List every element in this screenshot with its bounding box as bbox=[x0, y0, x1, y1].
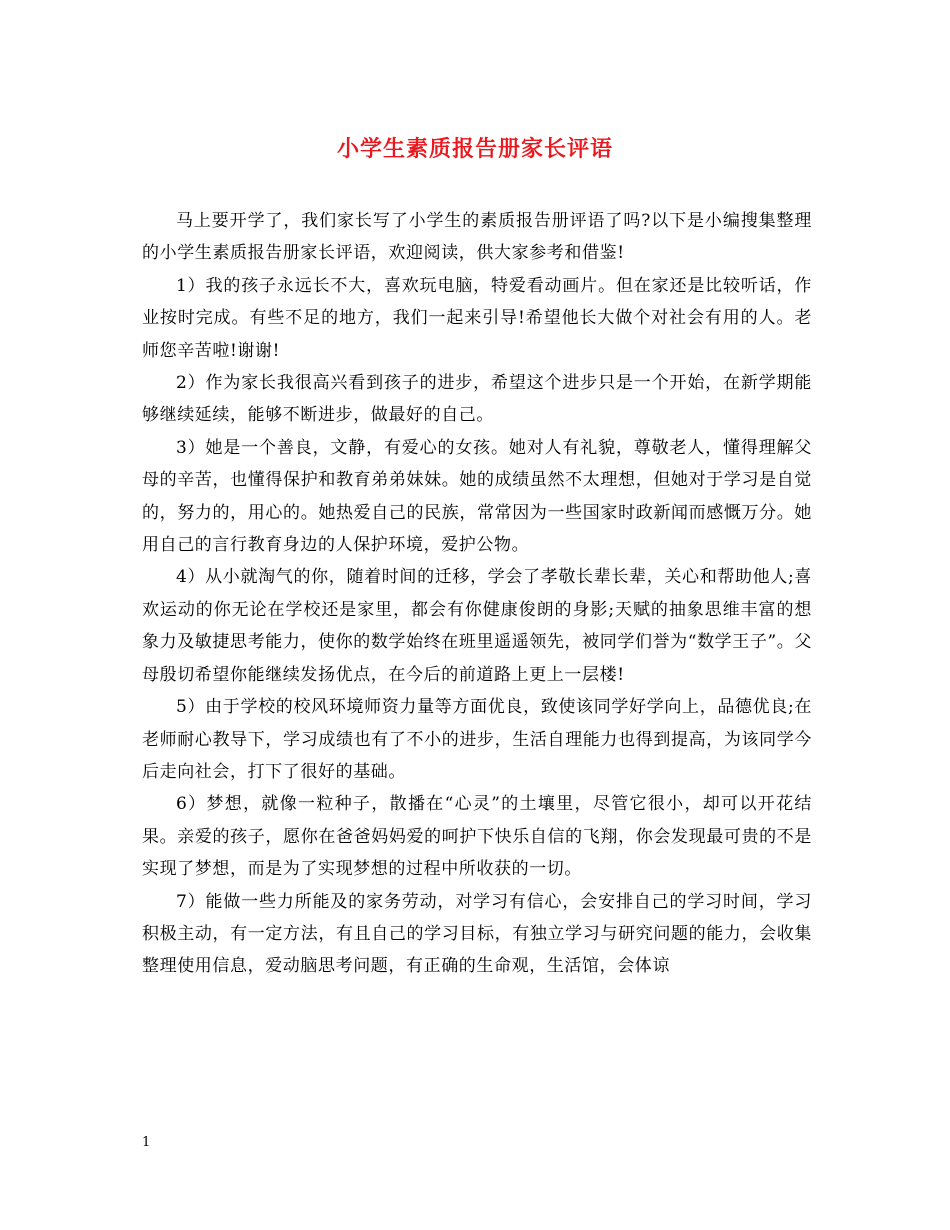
paragraph-6: 6）梦想，就像一粒种子，散播在“心灵”的土壤里，尽管它很小，却可以开花结果。亲爱的孩子，愿你在爸爸妈妈爱的呵护下快乐自信的飞翔，你会发现最可贵的不是实现了梦想，而是为了实现梦想的过程中所收获的一切。 bbox=[142, 794, 812, 880]
paragraph-5: 5）由于学校的校风环境师资力量等方面优良，致使该同学好学向上，品德优良;在老师耐心教导下，学习成绩也有了不小的进步，生活自理能力也得到提高，为该同学今后走向社会，打下了很好的基础。 bbox=[142, 697, 812, 782]
paragraph-2: 2）作为家长我很高兴看到孩子的进步，希望这个进步只是一个开始，在新学期能够继续延续，能够不断进步，做最好的自己。 bbox=[142, 373, 812, 426]
page-number: 1 bbox=[142, 1135, 151, 1150]
paragraph-3: 3）她是一个善良，文静，有爱心的女孩。她对人有礼貌，尊敬老人，懂得理解父母的辛苦，也懂得保护和教育弟弟妹妹。她的成绩虽然不太理想，但她对于学习是自觉的，努力的，用心的。她热爱自己的民族，常常因为一些国家时政新闻而感慨万分。她用自己的言行教育身边的人保护环境，爱护公物。 bbox=[142, 437, 812, 556]
paragraph-intro: 马上要开学了，我们家长写了小学生的素质报告册评语了吗?以下是小编搜集整理的小学生素质报告册家长评语，欢迎阅读，供大家参考和借鉴! bbox=[142, 211, 812, 264]
paragraph-4: 4）从小就淘气的你，随着时间的迁移，学会了孝敬长辈长辈，关心和帮助他人;喜欢运动的你无论在学校还是家里，都会有你健康俊朗的身影;天赋的抽象思维丰富的想象力及敏捷思考能力，使你的数学始终在班里遥遥领先，被同学们誉为“数学王子”。父母殷切希望你能继续发扬优点，在今后的前道路上更上一层楼! bbox=[142, 567, 812, 685]
paragraph-1: 1）我的孩子永远长不大，喜欢玩电脑，特爱看动画片。但在家还是比较听话，作业按时完成。有些不足的地方，我们一起来引导!希望他长大做个对社会有用的人。老师您辛苦啦!谢谢! bbox=[142, 275, 812, 361]
paragraph-7: 7）能做一些力所能及的家务劳动，对学习有信心，会安排自己的学习时间，学习积极主动，有一定方法，有且自己的学习目标，有独立学习与研究问题的能力，会收集整理使用信息，爱动脑思考问题，有正确的生命观，生活馆，会体谅 bbox=[142, 891, 812, 977]
document-body bbox=[142, 205, 812, 983]
document-title: 小学生素质报告册家长评语 bbox=[336, 136, 613, 162]
